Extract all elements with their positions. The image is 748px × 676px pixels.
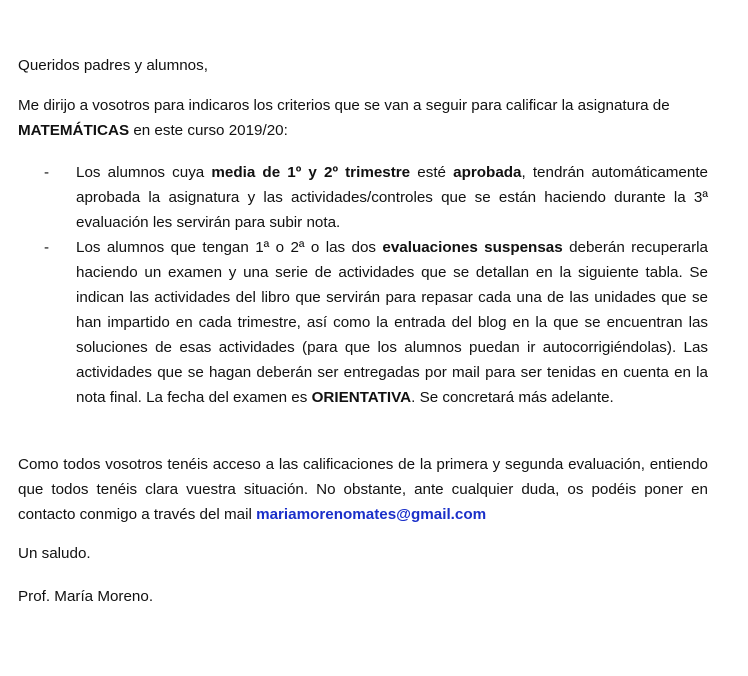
intro-text-1: Me dirijo a vosotros para indicaros los criterios que se van a seguir para calificar la asignatura de — [18, 97, 670, 114]
email-link[interactable]: mariamorenomates@gmail.com — [256, 506, 487, 523]
bullet1-text-2: esté — [410, 164, 454, 181]
bullet2-text-1: Los alumnos que tengan 1ª o 2ª o las dos — [76, 239, 383, 256]
bullet-text-approved — [76, 160, 708, 235]
list-item — [0, 235, 748, 410]
salutation: Un saludo. — [18, 545, 91, 562]
bullet2-text-3: . Se concretará más adelante. — [411, 389, 614, 406]
bullet2-text-2: deberán recuperarla haciendo un examen y una serie de actividades que se detallan en la siguiente tabla. Se indican las actividades del libro que servirán para repasar cada una de las unidades que se han impartido en cada trimestre, así como la entrada del blog en la que se encuentran las soluciones de esas actividades (para que los alumnos puedan ir autocorrigiéndolas). Las actividades que se hagan deberán ser entregadas por mail para ser tenidas en cuenta en la nota final. La fecha del examen es — [76, 239, 708, 406]
bullet1-text-1: Los alumnos cuya — [76, 164, 212, 181]
subject-name: MATEMÁTICAS — [18, 122, 130, 139]
bullet1-bold-2: aprobada — [453, 164, 522, 181]
closing-text: Como todos vosotros tenéis acceso a las calificaciones de la primera y segunda evaluación, entiendo que todos tenéis clara vuestra situación. No obstante, ante cualquier duda, os podéis poner en contacto conmigo a través del mail — [18, 456, 708, 523]
bullet-dash: - — [44, 164, 50, 181]
list-item — [0, 160, 748, 235]
bullet2-bold-1: evaluaciones suspensas — [382, 239, 563, 256]
bullet2-bold-2: ORIENTATIVA — [311, 389, 412, 406]
bullet-text-failed — [76, 235, 708, 410]
bullet1-text-3: , tendrán automáticamente aprobada la asignatura y las actividades/controles que se están haciendo durante la 3ª evaluación les servirán para subir nota. — [76, 164, 708, 231]
intro-paragraph — [18, 93, 708, 143]
criteria-list — [0, 160, 748, 410]
bullet1-bold-1: media de 1º y 2º trimestre — [211, 164, 411, 181]
greeting: Queridos padres y alumnos, — [18, 57, 208, 74]
bullet-dash: - — [44, 239, 50, 256]
closing-paragraph — [18, 452, 708, 527]
intro-text-2: en este curso 2019/20: — [129, 122, 288, 139]
signature: Prof. María Moreno. — [18, 588, 154, 605]
